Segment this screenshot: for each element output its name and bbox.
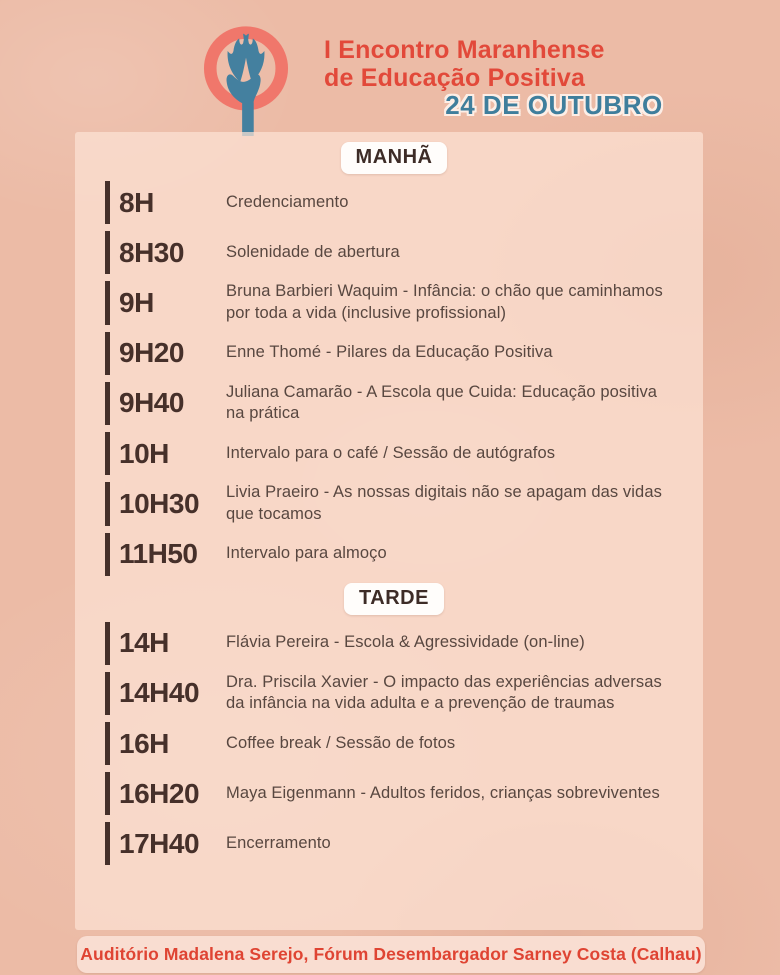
- session-time: 10H: [105, 432, 226, 475]
- session-row: [105, 622, 683, 665]
- section-badge-row: [105, 583, 683, 615]
- hands-in-circle-logo-icon: [186, 22, 306, 136]
- event-date: 24 DE OUTUBRO: [445, 90, 663, 120]
- session-time: 11H50: [105, 533, 226, 576]
- event-title-line2: de Educação Positiva: [324, 64, 586, 92]
- event-title-line1: I Encontro Maranhense: [324, 36, 605, 64]
- section-badge: TARDE: [344, 583, 444, 615]
- session-event: Intervalo para o café / Sessão de autógrafos: [226, 443, 556, 462]
- section-badge: MANHÃ: [341, 142, 448, 174]
- session-row: [105, 432, 683, 475]
- session-time: 8H: [105, 181, 226, 224]
- session-row: [105, 332, 683, 375]
- session-event: Credenciamento: [226, 192, 349, 211]
- session-time: 14H40: [105, 672, 226, 716]
- venue-banner: [77, 936, 705, 973]
- session-event: Coffee break / Sessão de fotos: [226, 733, 456, 752]
- session-row: [105, 722, 683, 765]
- session-time: 16H20: [105, 772, 226, 815]
- event-title: [324, 36, 605, 92]
- session-row: [105, 482, 683, 526]
- schedule-panel: [75, 132, 703, 930]
- session-row: [105, 533, 683, 576]
- session-row: [105, 181, 683, 224]
- session-event: Solenidade de abertura: [226, 242, 400, 261]
- venue-text: Auditório Madalena Serejo, Fórum Desembargador Sarney Costa (Calhau): [80, 944, 702, 964]
- session-time: 9H40: [105, 382, 226, 426]
- session-event: Intervalo para almoço: [226, 544, 387, 563]
- session-row: [105, 382, 683, 426]
- session-event: Bruna Barbieri Waquim - Infância: o chão que caminhamos por toda a vida (inclusive profissional): [226, 282, 663, 322]
- session-time: 9H: [105, 281, 226, 325]
- session-time: 9H20: [105, 332, 226, 375]
- session-time: 17H40: [105, 822, 226, 865]
- session-time: 8H30: [105, 231, 226, 274]
- session-event: Juliana Camarão - A Escola que Cuida: Educação positiva na prática: [226, 382, 658, 423]
- session-event: Enne Thomé - Pilares da Educação Positiva: [226, 343, 553, 362]
- session-event: Dra. Priscila Xavier - O impacto das experiências adversas da infância na vida adulta e a prevenção de traumas: [226, 672, 662, 713]
- session-row: [105, 772, 683, 815]
- session-row: [105, 822, 683, 865]
- session-event: Maya Eigenmann - Adultos feridos, crianças sobreviventes: [226, 783, 660, 802]
- session-time: 10H30: [105, 482, 226, 526]
- session-row: [105, 672, 683, 716]
- session-time: 16H: [105, 722, 226, 765]
- session-row: [105, 231, 683, 274]
- session-event: Encerramento: [226, 833, 331, 852]
- section-badge-row: [105, 142, 683, 174]
- session-row: [105, 281, 683, 325]
- session-event: Livia Praeiro - As nossas digitais não se apagam das vidas que tocamos: [226, 483, 662, 523]
- session-time: 14H: [105, 622, 226, 665]
- session-event: Flávia Pereira - Escola & Agressividade (on-line): [226, 633, 585, 652]
